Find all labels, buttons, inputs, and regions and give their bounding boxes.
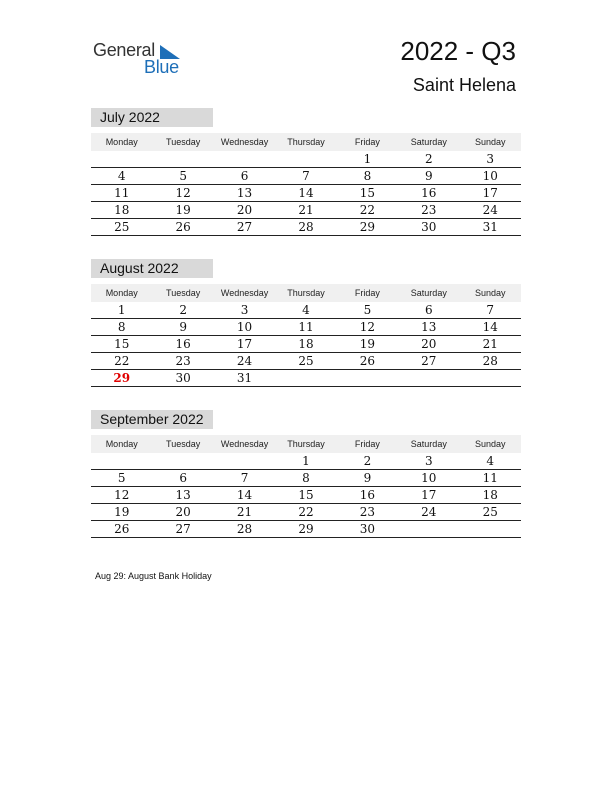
- day-cell: 27: [236, 220, 253, 234]
- day-cell: 30: [359, 522, 376, 536]
- day-cell: 6: [240, 169, 249, 183]
- day-cell: 15: [298, 488, 314, 502]
- weekday-label: Tuesday: [166, 137, 201, 147]
- day-cell: 15: [359, 186, 376, 200]
- day-cell: 30: [175, 371, 191, 385]
- day-cell: 8: [302, 471, 310, 485]
- day-cell: 23: [175, 354, 191, 368]
- day-cell: 13: [236, 186, 253, 200]
- day-cell: [460, 370, 521, 386]
- day-cell: 9: [179, 320, 187, 334]
- day-cell: [275, 151, 336, 167]
- day-cell: 23: [359, 505, 376, 519]
- day-cell: 19: [359, 337, 376, 351]
- day-cell: 9: [425, 169, 433, 183]
- month-block-july: [91, 108, 521, 236]
- weekday-label: Thursday: [287, 439, 325, 449]
- week-row: [91, 521, 521, 538]
- day-cell: 10: [421, 471, 437, 485]
- day-cell: 16: [421, 186, 437, 200]
- day-cell: 21: [298, 203, 314, 217]
- day-cell: 20: [421, 337, 437, 351]
- day-cell: 29: [359, 220, 376, 234]
- weekday-label: Friday: [354, 439, 380, 449]
- weekday-label: Saturday: [410, 439, 447, 449]
- day-cell: 1: [363, 152, 372, 166]
- weekday-header: [91, 133, 521, 151]
- day-cell: 13: [421, 320, 437, 334]
- week-row: [91, 302, 521, 319]
- logo-text-general: General: [93, 40, 155, 60]
- weekday-label: Monday: [105, 439, 138, 449]
- day-cell: 12: [359, 320, 376, 334]
- day-cell: 2: [363, 454, 372, 468]
- day-cell: [460, 521, 521, 537]
- week-row: [91, 453, 521, 470]
- day-cell: 24: [482, 203, 498, 217]
- weekday-label: Tuesday: [166, 288, 201, 298]
- day-cell: 29: [113, 371, 131, 385]
- month-label: August 2022: [91, 259, 213, 278]
- day-cell: 1: [302, 454, 310, 468]
- day-cell: 16: [359, 488, 376, 502]
- day-cell: 26: [175, 220, 191, 234]
- day-cell: 7: [302, 169, 310, 183]
- logo: [93, 40, 193, 80]
- day-cell: 3: [240, 303, 249, 317]
- day-cell: 5: [117, 471, 126, 485]
- day-cell: [275, 370, 336, 386]
- day-cell: 28: [298, 220, 314, 234]
- day-cell: 7: [240, 471, 249, 485]
- day-cell: 26: [114, 522, 130, 536]
- weekday-label: Saturday: [410, 288, 447, 298]
- day-cell: 19: [114, 505, 130, 519]
- week-row: [91, 504, 521, 521]
- day-cell: 3: [486, 152, 495, 166]
- day-cell: 28: [236, 522, 253, 536]
- day-cell: 8: [117, 320, 126, 334]
- weekday-header: [91, 435, 521, 453]
- logo-text-blue: Blue: [144, 57, 179, 77]
- day-cell: [337, 370, 398, 386]
- day-cell: 5: [179, 169, 187, 183]
- weekday-label: Saturday: [410, 137, 447, 147]
- weekday-label: Wednesday: [220, 137, 269, 147]
- day-cell: [398, 521, 459, 537]
- day-cell: [398, 370, 459, 386]
- week-row: [91, 319, 521, 336]
- day-cell: 25: [298, 354, 314, 368]
- day-cell: 17: [421, 488, 437, 502]
- week-row: [91, 202, 521, 219]
- day-cell: 30: [421, 220, 437, 234]
- day-cell: 17: [482, 186, 498, 200]
- day-cell: 4: [117, 169, 126, 183]
- day-cell: 20: [175, 505, 191, 519]
- weekday-label: Sunday: [474, 288, 506, 298]
- day-cell: 24: [236, 354, 253, 368]
- day-cell: [214, 453, 275, 469]
- week-row: [91, 336, 521, 353]
- weekday-label: Thursday: [287, 288, 325, 298]
- weekday-label: Monday: [105, 137, 138, 147]
- day-cell: [152, 453, 213, 469]
- day-cell: [214, 151, 275, 167]
- weekday-label: Monday: [105, 288, 138, 298]
- day-cell: 24: [421, 505, 437, 519]
- day-cell: 15: [114, 337, 130, 351]
- holiday-note: Aug 29: August Bank Holiday: [95, 571, 212, 581]
- month-block-august: [91, 259, 521, 387]
- week-row: [91, 151, 521, 168]
- day-cell: 8: [363, 169, 372, 183]
- day-cell: 14: [482, 320, 498, 334]
- day-cell: 2: [425, 152, 433, 166]
- day-cell: 31: [236, 371, 253, 385]
- day-cell: 29: [298, 522, 314, 536]
- day-cell: 4: [302, 303, 310, 317]
- day-cell: [152, 151, 213, 167]
- day-cell: 19: [175, 203, 191, 217]
- week-row: [91, 370, 521, 387]
- day-cell: [91, 453, 152, 469]
- day-cell: [91, 151, 152, 167]
- day-cell: 5: [363, 303, 372, 317]
- month-label: September 2022: [91, 410, 213, 429]
- week-row: [91, 185, 521, 202]
- week-row: [91, 168, 521, 185]
- day-cell: 6: [179, 471, 187, 485]
- country-name: Saint Helena: [412, 75, 516, 95]
- day-cell: 14: [236, 488, 253, 502]
- day-cell: 1: [117, 303, 126, 317]
- day-cell: 7: [486, 303, 495, 317]
- weekday-label: Friday: [354, 288, 380, 298]
- weekday-header: [91, 284, 521, 302]
- day-cell: 20: [236, 203, 253, 217]
- weekday-label: Sunday: [474, 137, 506, 147]
- day-cell: 12: [114, 488, 130, 502]
- day-cell: 6: [425, 303, 433, 317]
- day-cell: 18: [298, 337, 314, 351]
- week-row: [91, 219, 521, 236]
- weekday-label: Tuesday: [166, 439, 201, 449]
- weekday-label: Thursday: [287, 137, 325, 147]
- day-cell: 3: [425, 454, 433, 468]
- page-title: 2022 - Q3: [400, 36, 516, 66]
- month-block-september: [91, 410, 521, 538]
- day-cell: 18: [114, 203, 130, 217]
- day-cell: 21: [236, 505, 253, 519]
- week-row: [91, 470, 521, 487]
- week-row: [91, 353, 521, 370]
- day-cell: 23: [421, 203, 437, 217]
- day-cell: 27: [421, 354, 437, 368]
- day-cell: 28: [482, 354, 498, 368]
- day-cell: 27: [175, 522, 191, 536]
- day-cell: 18: [482, 488, 498, 502]
- day-cell: 4: [486, 454, 495, 468]
- day-cell: 22: [114, 354, 130, 368]
- day-cell: 21: [482, 337, 498, 351]
- week-row: [91, 487, 521, 504]
- weekday-label: Friday: [354, 137, 380, 147]
- day-cell: 12: [175, 186, 191, 200]
- day-cell: 13: [175, 488, 191, 502]
- day-cell: 22: [298, 505, 314, 519]
- day-cell: 17: [236, 337, 253, 351]
- day-cell: 14: [298, 186, 314, 200]
- day-cell: 11: [482, 471, 498, 485]
- month-label: July 2022: [91, 108, 213, 127]
- day-cell: 25: [114, 220, 130, 234]
- day-cell: 11: [298, 320, 314, 334]
- day-cell: 11: [114, 186, 130, 200]
- day-cell: 16: [175, 337, 191, 351]
- weekday-label: Wednesday: [220, 288, 269, 298]
- day-cell: 2: [179, 303, 187, 317]
- day-cell: 26: [359, 354, 376, 368]
- day-cell: 10: [482, 169, 498, 183]
- day-cell: 22: [359, 203, 376, 217]
- day-cell: 31: [482, 220, 498, 234]
- weekday-label: Wednesday: [220, 439, 269, 449]
- weekday-label: Sunday: [474, 439, 506, 449]
- day-cell: 25: [482, 505, 498, 519]
- day-cell: 9: [363, 471, 372, 485]
- day-cell: 10: [236, 320, 253, 334]
